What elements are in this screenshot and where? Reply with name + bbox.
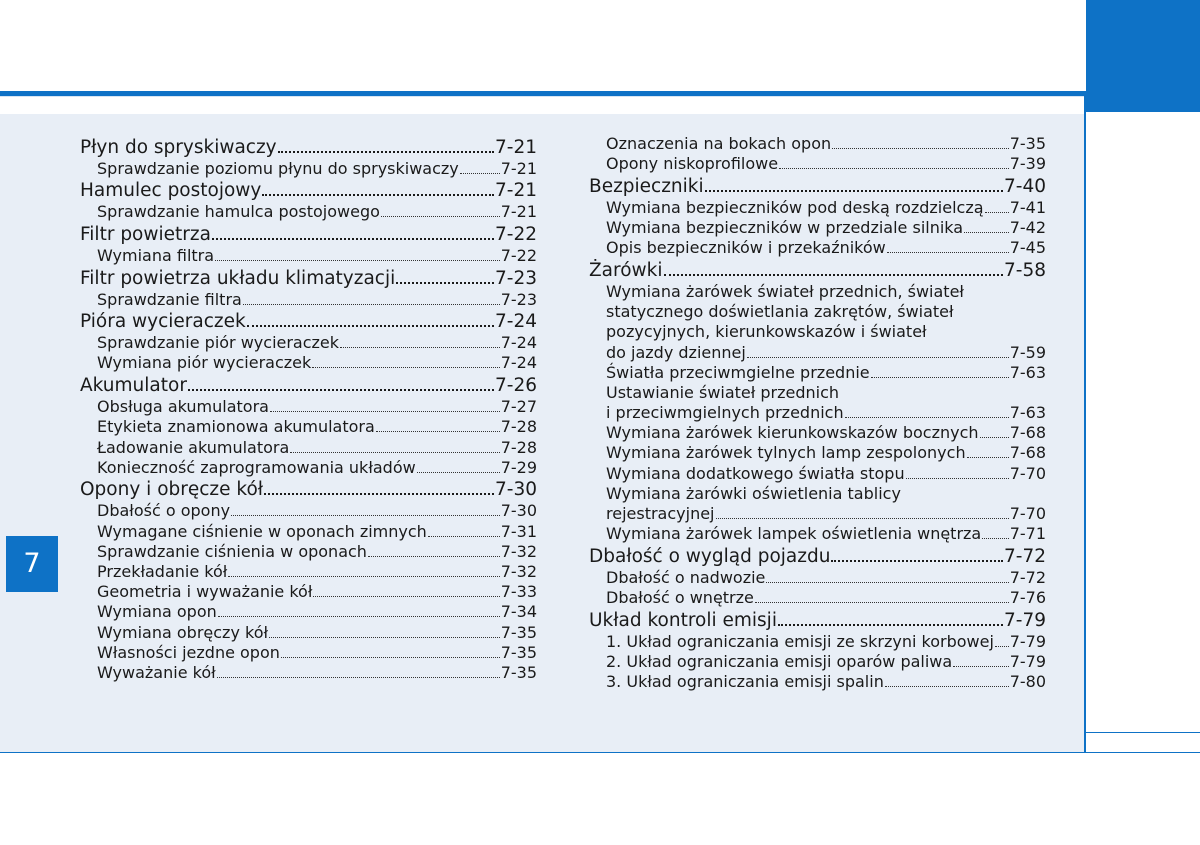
entry-title: Ładowanie akumulatora (97, 437, 290, 457)
dot-leader (779, 168, 1009, 169)
toc-section-entry[interactable] (80, 374, 537, 397)
dot-leader (215, 260, 500, 261)
entry-title: Ustawianie świateł przednich (606, 382, 840, 402)
toc-subsection-entry (589, 484, 1046, 504)
toc-subsection-entry[interactable] (589, 134, 1046, 154)
page-number: 7-29 (500, 457, 537, 477)
page-number: 7-22 (500, 245, 537, 265)
toc-subsection-entry[interactable] (589, 443, 1046, 463)
page-number: 7-23 (495, 267, 537, 289)
page-number: 7-21 (495, 136, 537, 158)
entry-title: Dbałość o nadwozie (606, 567, 766, 587)
page-number: 7-35 (1009, 134, 1046, 153)
toc-subsection-entry[interactable] (589, 218, 1046, 238)
entry-title: Konieczność zaprogramowania układów (97, 457, 416, 477)
toc-subsection-entry[interactable] (589, 504, 1046, 524)
dot-leader (264, 493, 494, 495)
entry-title: Wymiana piór wycieraczek (97, 353, 312, 373)
dot-leader (312, 367, 499, 368)
toc-subsection-entry[interactable] (80, 417, 537, 437)
dot-leader (967, 457, 1009, 458)
page-number: 7-32 (500, 541, 537, 561)
toc-subsection-entry[interactable] (80, 522, 537, 542)
toc-subsection-entry (589, 322, 1046, 342)
toc-section-entry[interactable] (589, 175, 1046, 198)
entry-title: Wymiana bezpieczników w przedziale silnika (606, 218, 964, 238)
entry-title: Wymiana żarówek tylnych lamp zespolonych (606, 443, 966, 463)
dot-leader (340, 347, 500, 348)
toc-subsection-entry[interactable] (589, 198, 1046, 218)
entry-title: Akumulator (80, 375, 187, 397)
page-number: 7-70 (1009, 463, 1046, 483)
page-number: 7-39 (1009, 154, 1046, 174)
dot-leader (832, 148, 1009, 149)
toc-subsection-entry[interactable] (80, 353, 537, 373)
toc-section-entry[interactable] (80, 136, 537, 159)
page-number: 7-34 (500, 602, 537, 622)
dot-leader (705, 190, 1003, 192)
entry-title: Bezpieczniki (589, 175, 704, 197)
toc-subsection-entry (589, 302, 1046, 322)
entry-title: Etykieta znamionowa akumulatora (97, 417, 375, 437)
page-number: 7-70 (1009, 504, 1046, 523)
dot-leader (755, 602, 1009, 603)
toc-subsection-entry[interactable] (589, 403, 1046, 423)
entry-title: Filtr powietrza układu klimatyzacji (80, 267, 396, 289)
entry-title: Wymiana obręczy kół (97, 622, 269, 642)
toc-subsection-entry[interactable] (589, 588, 1046, 608)
entry-title: statycznego doświetlania zakrętów, świateł (606, 302, 954, 322)
chapter-tab[interactable]: 7 (6, 536, 58, 592)
entry-title: Sprawdzanie hamulca postojowego (97, 202, 380, 222)
dot-leader (964, 232, 1009, 233)
dot-leader (778, 624, 1003, 626)
toc-subsection-entry[interactable] (80, 397, 537, 417)
margin-divider (1084, 96, 1086, 752)
corner-accent-block (1086, 0, 1200, 112)
dot-leader (278, 151, 494, 153)
page-number: 7-59 (1009, 342, 1046, 362)
toc-subsection-entry[interactable] (80, 202, 537, 222)
entry-title: Dbałość o wnętrze (606, 588, 754, 608)
page-number: 7-24 (495, 311, 537, 333)
toc-subsection-entry[interactable] (589, 632, 1046, 652)
toc-subsection-entry[interactable] (80, 562, 537, 582)
page-number: 7-68 (1009, 443, 1046, 463)
page-number: 7-21 (500, 158, 537, 178)
entry-title: Obsługa akumulatora (97, 397, 269, 417)
toc-subsection-entry[interactable] (80, 542, 537, 562)
dot-leader (313, 596, 499, 597)
dot-leader (270, 411, 500, 412)
toc-subsection-entry[interactable] (80, 290, 537, 310)
toc-subsection-entry[interactable] (589, 568, 1046, 588)
dot-leader (212, 238, 494, 240)
dot-leader (995, 646, 1009, 647)
toc-section-entry[interactable] (80, 179, 537, 202)
page-number: 7-63 (1009, 362, 1046, 382)
toc-subsection-entry (589, 383, 1046, 403)
toc-subsection-entry[interactable] (80, 333, 537, 353)
page-number: 7-23 (500, 289, 537, 309)
dot-leader (845, 417, 1009, 418)
toc-subsection-entry[interactable] (80, 602, 537, 622)
toc-subsection-entry[interactable] (80, 438, 537, 458)
entry-title: Sprawdzanie ciśnienia w oponach (97, 541, 367, 561)
dot-leader (243, 304, 500, 305)
entry-title: Wymiana żarówek świateł przednich, świateł (606, 281, 964, 301)
entry-title: rejestracyjnej (606, 504, 715, 523)
page-number: 7-80 (1009, 672, 1046, 692)
dot-leader (396, 282, 494, 284)
margin-footer-rule (1086, 732, 1200, 733)
page-number: 7-35 (500, 622, 537, 642)
page-number: 7-58 (1004, 259, 1046, 281)
entry-title: Wymiana żarówek kierunkowskazów bocznych (606, 423, 979, 443)
page-number: 7-28 (500, 417, 537, 437)
toc-subsection-entry[interactable] (589, 524, 1046, 544)
page-number: 7-27 (500, 397, 537, 417)
toc-subsection-entry[interactable] (589, 154, 1046, 174)
entry-title: Opis bezpieczników i przekaźników (606, 238, 886, 258)
toc-section-entry[interactable] (80, 267, 537, 290)
dot-leader (368, 556, 500, 557)
page-number: 7-21 (495, 180, 537, 202)
dot-leader (428, 536, 500, 537)
toc-subsection-entry[interactable] (589, 423, 1046, 443)
dot-leader (228, 576, 499, 577)
entry-title: Światła przeciwmgielne przednie (606, 362, 870, 382)
page-number: 7-24 (500, 353, 537, 373)
page-number: 7-22 (495, 223, 537, 245)
dot-leader (460, 173, 500, 174)
toc-subsection-entry[interactable] (80, 159, 537, 179)
page-number: 7-45 (1009, 238, 1046, 258)
entry-title: Sprawdzanie poziomu płynu do spryskiwaczy (97, 158, 459, 178)
dot-leader (831, 560, 1003, 562)
dot-leader (985, 212, 1009, 213)
entry-title: Dbałość o wygląd pojazdu (589, 545, 831, 567)
entry-title: Pióra wycieraczek (80, 311, 246, 333)
toc-subsection-entry[interactable] (80, 501, 537, 521)
toc-section-entry[interactable] (80, 310, 537, 333)
entry-title: Wymiana bezpieczników pod deską rozdzielczą (606, 197, 984, 217)
page-number: 7-79 (1009, 631, 1046, 651)
toc-subsection-entry[interactable] (589, 464, 1046, 484)
dot-leader (906, 478, 1009, 479)
entry-title: i przeciwmgielnych przednich (606, 403, 844, 423)
dot-leader (953, 666, 1009, 667)
entry-title: 2. Układ ograniczania emisji oparów paliwa (606, 651, 953, 671)
page-number: 7-41 (1009, 197, 1046, 217)
toc-subsection-entry[interactable] (80, 643, 537, 663)
toc-left-column (80, 135, 537, 683)
entry-title: Sprawdzanie filtra (97, 289, 242, 309)
dot-leader (887, 252, 1009, 253)
dot-leader (231, 515, 500, 516)
entry-title: Własności jezdne opon (97, 642, 280, 662)
entry-title: Wyważanie kół (97, 662, 216, 682)
header-rule-shadow (0, 96, 1086, 97)
page-number: 7-35 (500, 642, 537, 662)
page-number: 7-40 (1004, 175, 1046, 197)
dot-leader (188, 389, 494, 391)
entry-title: do jazdy dziennej (606, 342, 746, 362)
toc-subsection-entry[interactable] (589, 652, 1046, 672)
toc-subsection-entry[interactable] (80, 623, 537, 643)
toc-subsection-entry[interactable] (80, 582, 537, 602)
entry-title: 3. Układ ograniczania emisji spalin (606, 672, 884, 692)
entry-title: Geometria i wyważanie kół (97, 582, 313, 602)
footer-rule (0, 752, 1200, 753)
page-number: 7-30 (500, 501, 537, 521)
dot-leader (381, 216, 500, 217)
entry-title: Dbałość o opony (97, 501, 231, 521)
page-number: 7-21 (500, 202, 537, 222)
entry-title: Wymiana opon (97, 602, 217, 622)
dot-leader (417, 472, 500, 473)
entry-title: Filtr powietrza (80, 223, 211, 245)
dot-leader (218, 616, 500, 617)
page-number: 7-63 (1009, 403, 1046, 423)
toc-subsection-entry[interactable] (80, 458, 537, 478)
toc-right-column (589, 134, 1046, 692)
page-number: 7-24 (500, 333, 537, 353)
dot-leader (376, 431, 500, 432)
page-number: 7-72 (1009, 567, 1046, 587)
entry-title: pozycyjnych, kierunkowskazów i świateł (606, 322, 927, 342)
dot-leader (980, 437, 1009, 438)
dot-leader (281, 657, 500, 658)
dot-leader (664, 274, 1003, 276)
page-number: 7-68 (1009, 423, 1046, 443)
dot-leader (871, 377, 1009, 378)
toc-section-entry[interactable] (80, 478, 537, 501)
page-number: 7-79 (1004, 609, 1046, 631)
entry-title: Hamulec postojowy (80, 180, 262, 202)
entry-title: Wymagane ciśnienie w oponach zimnych (97, 521, 427, 541)
entry-title: Opony niskoprofilowe (606, 154, 779, 174)
page-number: 7-31 (500, 521, 537, 541)
dot-leader (716, 518, 1009, 519)
entry-title: Oznaczenia na bokach opon (606, 134, 832, 153)
dot-leader (766, 582, 1008, 583)
page-number: 7-35 (500, 662, 537, 682)
toc-subsection-entry[interactable] (80, 246, 537, 266)
toc-subsection-entry[interactable] (589, 238, 1046, 258)
toc-subsection-entry[interactable] (80, 663, 537, 683)
page-number: 7-79 (1009, 651, 1046, 671)
page-number: 7-32 (500, 561, 537, 581)
page-number: 7-71 (1009, 524, 1046, 544)
toc-subsection-entry[interactable] (589, 672, 1046, 692)
entry-title: Wymiana dodatkowego światła stopu (606, 463, 905, 483)
dot-leader (247, 325, 494, 327)
dot-leader (217, 677, 500, 678)
entry-title: Układ kontroli emisji (589, 609, 777, 631)
entry-title: Wymiana filtra (97, 245, 215, 265)
page-number: 7-76 (1009, 588, 1046, 608)
entry-title: Żarówki (589, 259, 663, 281)
toc-subsection-entry[interactable] (589, 363, 1046, 383)
entry-title: Wymiana żarówek lampek oświetlenia wnętrza (606, 524, 982, 544)
page-number: 7-30 (495, 479, 537, 501)
page-number: 7-26 (495, 375, 537, 397)
dot-leader (747, 357, 1009, 358)
toc-section-entry[interactable] (80, 223, 537, 246)
dot-leader (290, 452, 499, 453)
entry-title: Przekładanie kół (97, 561, 228, 581)
page-number: 7-72 (1004, 545, 1046, 567)
toc-section-entry[interactable] (589, 545, 1046, 568)
page-number: 7-33 (500, 582, 537, 602)
dot-leader (262, 194, 494, 196)
entry-title: 1. Układ ograniczania emisji ze skrzyni korbowej (606, 631, 994, 651)
dot-leader (885, 686, 1009, 687)
dot-leader (982, 538, 1008, 539)
entry-title: Opony i obręcze kół (80, 479, 264, 501)
toc-section-entry[interactable] (589, 609, 1046, 632)
page-number: 7-42 (1009, 218, 1046, 238)
entry-title: Sprawdzanie piór wycieraczek (97, 333, 340, 353)
entry-title: Wymiana żarówki oświetlenia tablicy (606, 483, 901, 503)
toc-subsection-entry[interactable] (589, 343, 1046, 363)
page-number: 7-28 (500, 437, 537, 457)
toc-section-entry[interactable] (589, 259, 1046, 282)
dot-leader (269, 637, 500, 638)
toc-subsection-entry (589, 282, 1046, 302)
entry-title: Płyn do spryskiwaczy (80, 136, 277, 158)
